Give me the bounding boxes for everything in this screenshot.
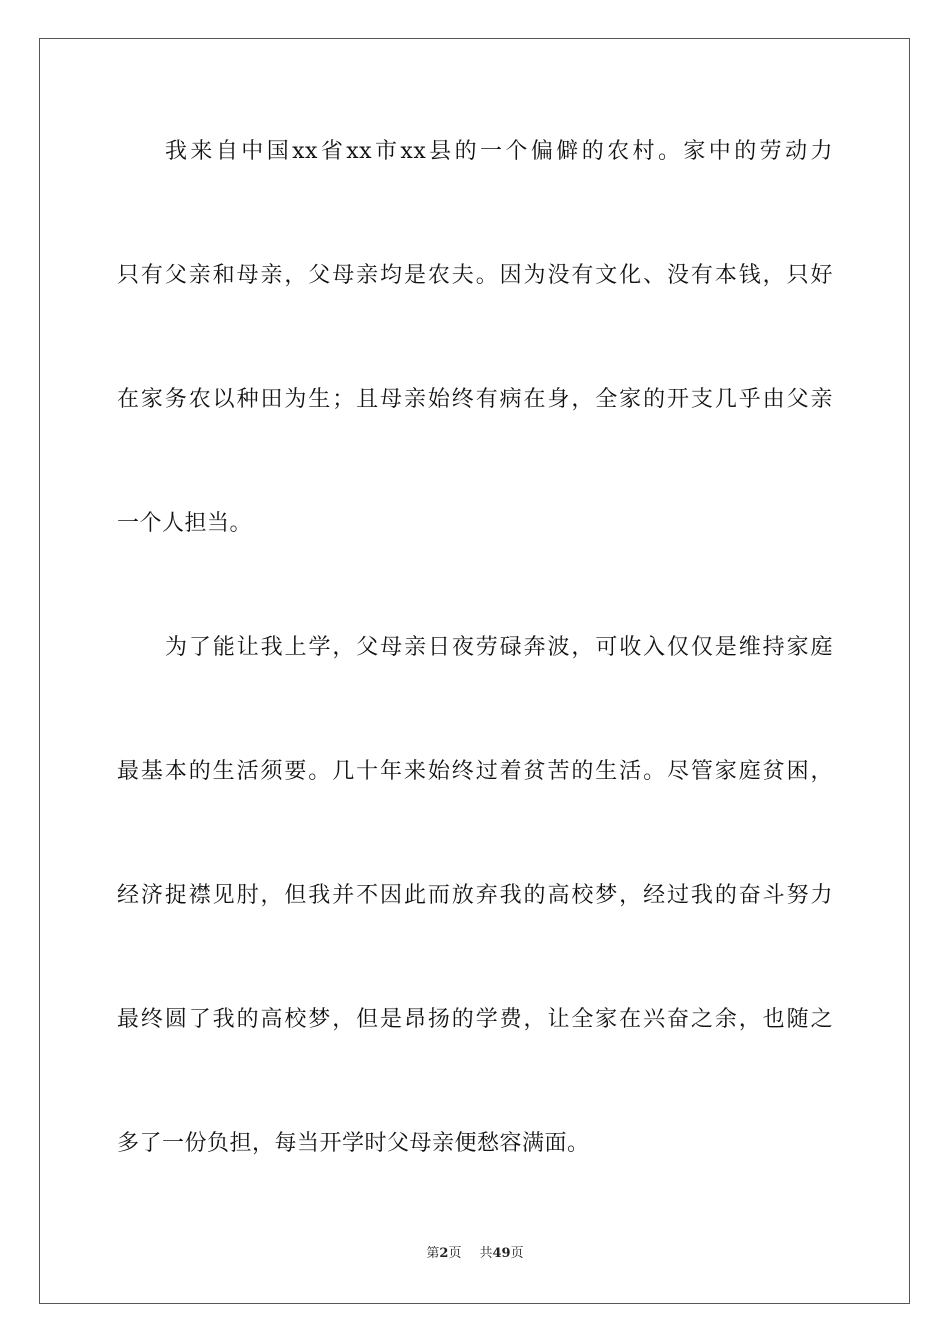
paragraph-2-line-1: 为了能让我上学，父母亲日夜劳碌奔波，可收入仅仅是维持家庭 [165,635,833,660]
paragraph-2-line-3: 经济捉襟见肘，但我并不因此而放弃我的高校梦，经过我的奋斗努力 [117,883,833,908]
paragraph-2-line-5: 多了一份负担，每当开学时父母亲便愁容满面。 [117,1131,590,1156]
paragraph-1-line-4: 一个人担当。 [117,511,253,536]
paragraph-1-line-1: 我来自中国xx省xx市xx县的一个偏僻的农村。家中的劳动力 [165,139,833,164]
total-suffix: 页 [510,1246,524,1261]
page-border [39,38,910,1304]
page-number: 2 [439,1246,449,1261]
paragraph-1-line-2: 只有父亲和母亲，父母亲均是农夫。因为没有文化、没有本钱，只好 [117,263,833,288]
total-prefix: 共 [479,1246,493,1261]
paragraph-2-line-2: 最基本的生活须要。几十年来始终过着贫苦的生活。尽管家庭贫困， [117,759,833,784]
paragraph-2-line-4: 最终圆了我的高校梦，但是昂扬的学费，让全家在兴奋之余，也随之 [117,1007,833,1032]
page-suffix: 页 [448,1246,462,1261]
total-pages: 49 [492,1246,511,1261]
page-footer [0,1245,950,1263]
page-prefix: 第 [426,1246,440,1261]
paragraph-1-line-3: 在家务农以种田为生；且母亲始终有病在身，全家的开支几乎由父亲 [117,387,833,412]
